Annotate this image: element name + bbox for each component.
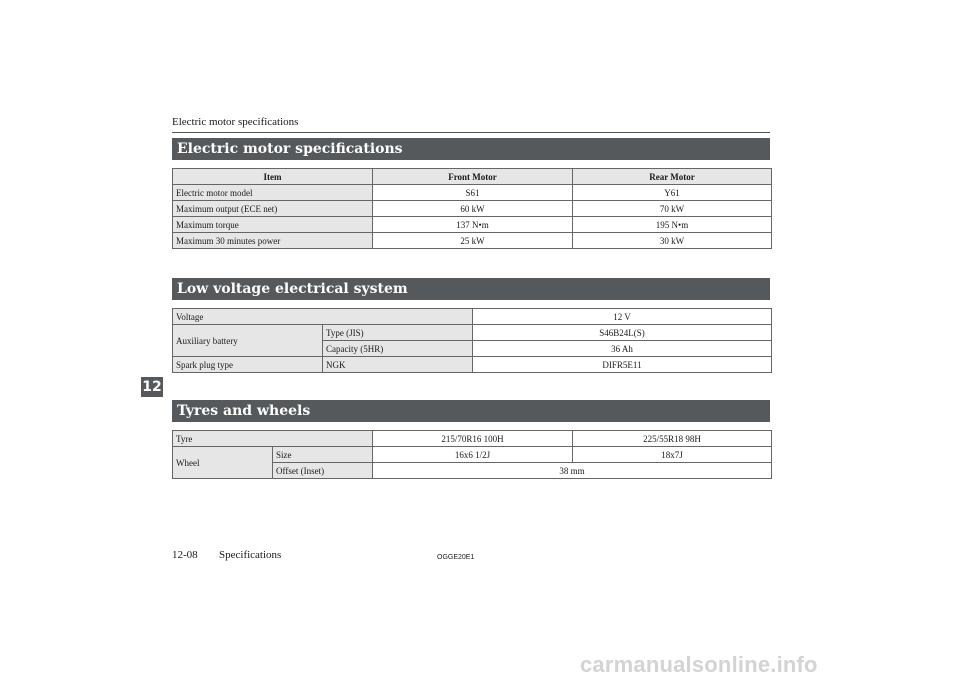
table-row xyxy=(173,431,772,447)
column-header: Front Motor xyxy=(373,169,573,185)
rear-motor-value: 30 kW xyxy=(573,233,772,249)
voltage-value: 12 V xyxy=(473,309,772,325)
spark-plug-model: DIFR5E11 xyxy=(473,357,772,373)
table-row xyxy=(173,217,772,233)
row-label: Electric motor model xyxy=(173,185,373,201)
page-header-title: Electric motor specifications xyxy=(172,116,299,128)
spark-plug-label: Spark plug type xyxy=(173,357,323,373)
row-label: Maximum torque xyxy=(173,217,373,233)
tyre-size-16: 215/70R16 100H xyxy=(373,431,573,447)
table-row xyxy=(173,185,772,201)
voltage-label: Voltage xyxy=(173,309,473,325)
row-label: Maximum output (ECE net) xyxy=(173,201,373,217)
rear-motor-value: 195 N•m xyxy=(573,217,772,233)
spark-plug-brand: NGK xyxy=(323,357,473,373)
tyre-size-18: 225/55R18 98H xyxy=(573,431,772,447)
section-title-electric-motor: Electric motor specifications xyxy=(172,138,770,160)
table-row xyxy=(173,325,772,341)
front-motor-value: 137 N•m xyxy=(373,217,573,233)
table-row xyxy=(173,357,772,373)
header-divider xyxy=(172,132,770,133)
wheel-offset-value: 38 mm xyxy=(373,463,772,479)
chapter-tab[interactable]: 12 xyxy=(142,379,162,395)
wheel-size-16: 16x6 1/2J xyxy=(373,447,573,463)
tyre-label: Tyre xyxy=(173,431,373,447)
front-motor-value: 25 kW xyxy=(373,233,573,249)
column-header: Rear Motor xyxy=(573,169,772,185)
electric-motor-table xyxy=(172,168,772,249)
front-motor-value: 60 kW xyxy=(373,201,573,217)
table-header-row xyxy=(173,169,772,185)
battery-capacity-value: 36 Ah xyxy=(473,341,772,357)
battery-capacity-label: Capacity (5HR) xyxy=(323,341,473,357)
wheel-offset-label: Offset (Inset) xyxy=(273,463,373,479)
front-motor-value: S61 xyxy=(373,185,573,201)
table-row xyxy=(173,447,772,463)
wheel-size-label: Size xyxy=(273,447,373,463)
section-title-low-voltage: Low voltage electrical system xyxy=(172,278,770,300)
page-number: 12-08 xyxy=(172,549,198,561)
tyres-wheels-table xyxy=(172,430,772,479)
rear-motor-value: 70 kW xyxy=(573,201,772,217)
table-row xyxy=(173,201,772,217)
row-label: Maximum 30 minutes power xyxy=(173,233,373,249)
wheel-size-18: 18x7J xyxy=(573,447,772,463)
battery-type-value: S46B24L(S) xyxy=(473,325,772,341)
auxiliary-battery-label: Auxiliary battery xyxy=(173,325,323,357)
battery-type-label: Type (JIS) xyxy=(323,325,473,341)
document-code: OGGE20E1 xyxy=(437,554,475,561)
footer-section-title: Specifications xyxy=(219,549,282,561)
section-title-tyres-wheels: Tyres and wheels xyxy=(172,400,770,422)
table-row xyxy=(173,233,772,249)
wheel-label: Wheel xyxy=(173,447,273,479)
low-voltage-table xyxy=(172,308,772,373)
rear-motor-value: Y61 xyxy=(573,185,772,201)
watermark-text: carmanualsonline.info xyxy=(580,652,818,677)
column-header: Item xyxy=(173,169,373,185)
table-row xyxy=(173,309,772,325)
